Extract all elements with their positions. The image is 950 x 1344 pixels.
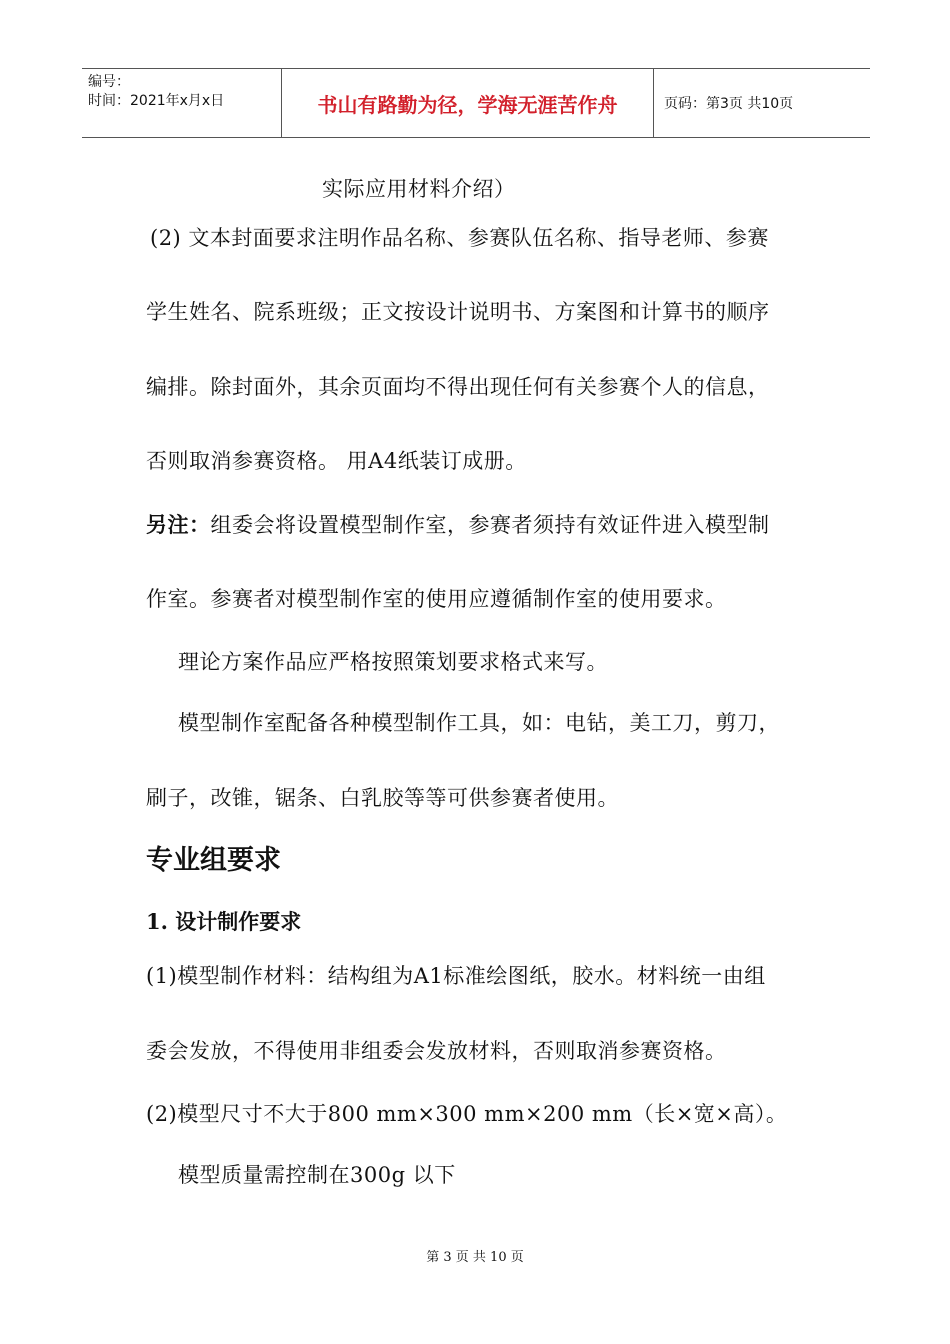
text-line: 实际应用材料介绍）	[322, 177, 516, 201]
text-line: (2)模型尺寸不大于800 mm×300 mm×200 mm（长×宽×高）。	[146, 1102, 788, 1126]
header-motto: 书山有路勤为径，学海无涯苦作舟	[282, 69, 654, 137]
time-label: 时间：2021年x月x日	[88, 93, 225, 109]
page-header	[82, 68, 870, 138]
text-line: 作室。参赛者对模型制作室的使用应遵循制作室的使用要求。	[146, 587, 727, 611]
note-label: 另注：	[146, 513, 211, 537]
text-line: 理论方案作品应严格按照策划要求格式来写。	[178, 650, 608, 674]
text-line: 模型制作室配备各种模型制作工具，如：电钻，美工刀，剪刀，	[178, 711, 780, 735]
text-line: (2) 文本封面要求注明作品名称、参赛队伍名称、指导老师、参赛	[150, 226, 769, 250]
header-meta	[82, 69, 282, 137]
serial-label: 编号：	[88, 74, 130, 90]
section-title: 专业组要求	[146, 845, 281, 876]
note-line	[146, 509, 770, 539]
note-text: 组委会将设置模型制作室，参赛者须持有效证件进入模型制	[210, 513, 770, 537]
text-line: 编排。除封面外，其余页面均不得出现任何有关参赛个人的信息，	[146, 375, 770, 399]
text-line: (1)模型制作材料：结构组为A1标准绘图纸，胶水。材料统一由组	[146, 964, 766, 988]
page-footer: 第 3 页 共 10 页	[426, 1250, 524, 1265]
text-line: 模型质量需控制在300g 以下	[178, 1163, 456, 1187]
header-page-info: 页码：第3页 共10页	[664, 96, 794, 112]
text-line: 学生姓名、院系班级；正文按设计说明书、方案图和计算书的顺序	[146, 300, 770, 324]
text-line: 委会发放，不得使用非组委会发放材料，否则取消参赛资格。	[146, 1039, 727, 1063]
text-line: 刷子，改锥，锯条、白乳胶等等可供参赛者使用。	[146, 786, 619, 810]
subsection-title: 1. 设计制作要求	[146, 909, 302, 934]
text-line: 否则取消参赛资格。 用A4纸装订成册。	[146, 449, 527, 473]
